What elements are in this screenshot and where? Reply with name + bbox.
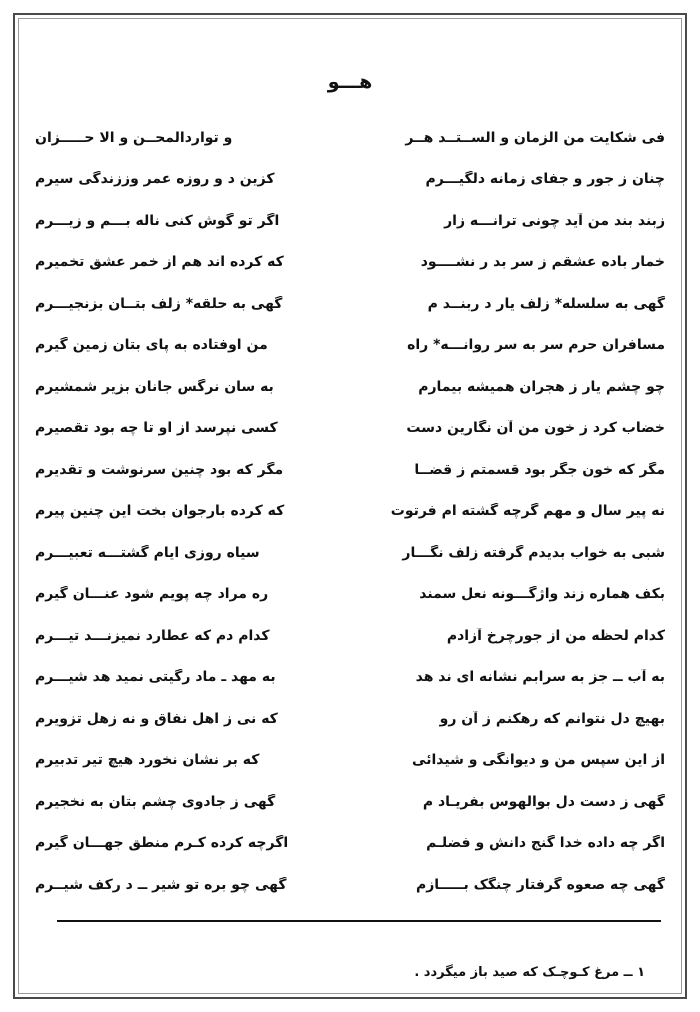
couplet — [35, 574, 665, 616]
couplet — [35, 408, 665, 450]
poem-heading: هـــو — [327, 71, 373, 93]
second-hemistich: کزین د و روزه عمر وززندگی سیرم — [35, 171, 275, 188]
second-hemistich: کدام دم که عطارد نمیزنـــد تیـــرم — [35, 627, 270, 644]
second-hemistich: و تواردالمحــن و الا حـــــزان — [35, 129, 233, 146]
second-hemistich: که کرده بارجوان بخت این چنین پیرم — [35, 503, 285, 520]
couplet — [35, 117, 665, 159]
couplet — [35, 325, 665, 367]
couplet — [35, 159, 665, 201]
couplet — [35, 864, 665, 906]
page-border — [13, 13, 687, 999]
first-hemistich: گهی به سلسله* زلف یار د ربنــد م — [427, 295, 665, 312]
first-hemistich: فی شکایت من الزمان و الســتــد هــر — [405, 129, 665, 146]
first-hemistich: مگر که خون جگر بود قسمتم ز قضــا — [414, 461, 665, 478]
couplet — [35, 823, 665, 865]
couplet — [35, 449, 665, 491]
second-hemistich: اگرچه کرده کـرم منطق جهـــان گیرم — [35, 835, 289, 852]
second-hemistich: گهی به حلقه* زلف بتــان بزنجیـــرم — [35, 295, 283, 312]
first-hemistich: بکف هماره زند واژگـــونه نعل سمند — [419, 586, 665, 603]
second-hemistich: گهی ز جادوی چشم بتان به نخجیرم — [35, 793, 276, 810]
second-hemistich: که کرده اند هم از خمر عشق تخمیرم — [35, 254, 284, 271]
couplet — [35, 532, 665, 574]
second-hemistich: که بر نشان نخورد هیچ تیر تدبیرم — [35, 752, 260, 769]
first-hemistich: کدام لحظه من از جورچرخ آزادم — [446, 627, 665, 644]
second-hemistich: اگر تو گوش کنی ناله بـــم و زیـــرم — [35, 212, 280, 229]
second-hemistich: مگر که بود چنین سرنوشت و تقدیرم — [35, 461, 284, 478]
first-hemistich: خضاب کرد ز خون من آن نگارین دست — [406, 420, 665, 437]
second-hemistich: به مهد ـ ماد رگیتی نمید هد شیـــرم — [35, 669, 276, 686]
second-hemistich: من اوفتاده به پای بتان زمین گیرم — [35, 337, 268, 354]
first-hemistich: نه پیر سال و مهم گرچه گشته ام فرتوت — [390, 503, 665, 520]
first-hemistich: زبند بند من آید چونی ترانـــه زار — [444, 212, 665, 229]
first-hemistich: گهی چه صعوه گرفتار چنگک بـــــازم — [415, 876, 665, 893]
couplet — [35, 740, 665, 782]
couplet — [35, 615, 665, 657]
second-hemistich: گهی چو بره تو شیر ــ د رکف شیــرم — [35, 876, 287, 893]
couplet — [35, 657, 665, 699]
first-hemistich: گهی ز دست دل بوالهوس بفریـاد م — [422, 793, 665, 810]
first-hemistich: چو چشم یار ز هجران همیشه بیمارم — [418, 378, 665, 395]
first-hemistich: بهیچ دل نتوانم که رهکنم ز آن رو — [439, 710, 665, 727]
couplet — [35, 200, 665, 242]
first-hemistich: اگر چه داده خدا گنج دانش و فضلـم — [426, 835, 665, 852]
footnote: ۱ ــ مرغ کـوچـک که صید باز میگردد . — [414, 965, 645, 980]
first-hemistich: شبی به خواب بدیدم گرفته زلف نگـــار — [402, 544, 665, 561]
couplet — [35, 283, 665, 325]
second-hemistich: سیاه روزی ایام گشتـــه تعبیـــرم — [35, 544, 260, 561]
second-hemistich: کسی نپرسد از او تا چه بود تقصیرم — [35, 420, 278, 437]
couplet — [35, 698, 665, 740]
couplet — [35, 491, 665, 533]
second-hemistich: به سان نرگس جانان بزیر شمشیرم — [35, 378, 274, 395]
second-hemistich: که نی ز اهل نفاق و نه زهل تزویرم — [35, 710, 278, 727]
footnote-divider — [57, 920, 661, 922]
first-hemistich: به آب ــ جز به سرابم نشانه ای ند هد — [415, 669, 665, 686]
first-hemistich: خمار باده عشقم ز سر بد ر نشــــود — [420, 254, 665, 271]
couplet — [35, 781, 665, 823]
first-hemistich: مسافران حرم سر به سر روانـــه* راه — [407, 337, 665, 354]
first-hemistich: چنان ز جور و جفای زمانه دلگیـــرم — [425, 171, 665, 188]
poem-verses — [35, 117, 665, 906]
second-hemistich: ره مراد چه پویم شود عنـــان گیرم — [35, 586, 269, 603]
couplet — [35, 242, 665, 284]
first-hemistich: از این سپس من و دیوانگی و شیدائی — [412, 752, 665, 769]
couplet — [35, 366, 665, 408]
